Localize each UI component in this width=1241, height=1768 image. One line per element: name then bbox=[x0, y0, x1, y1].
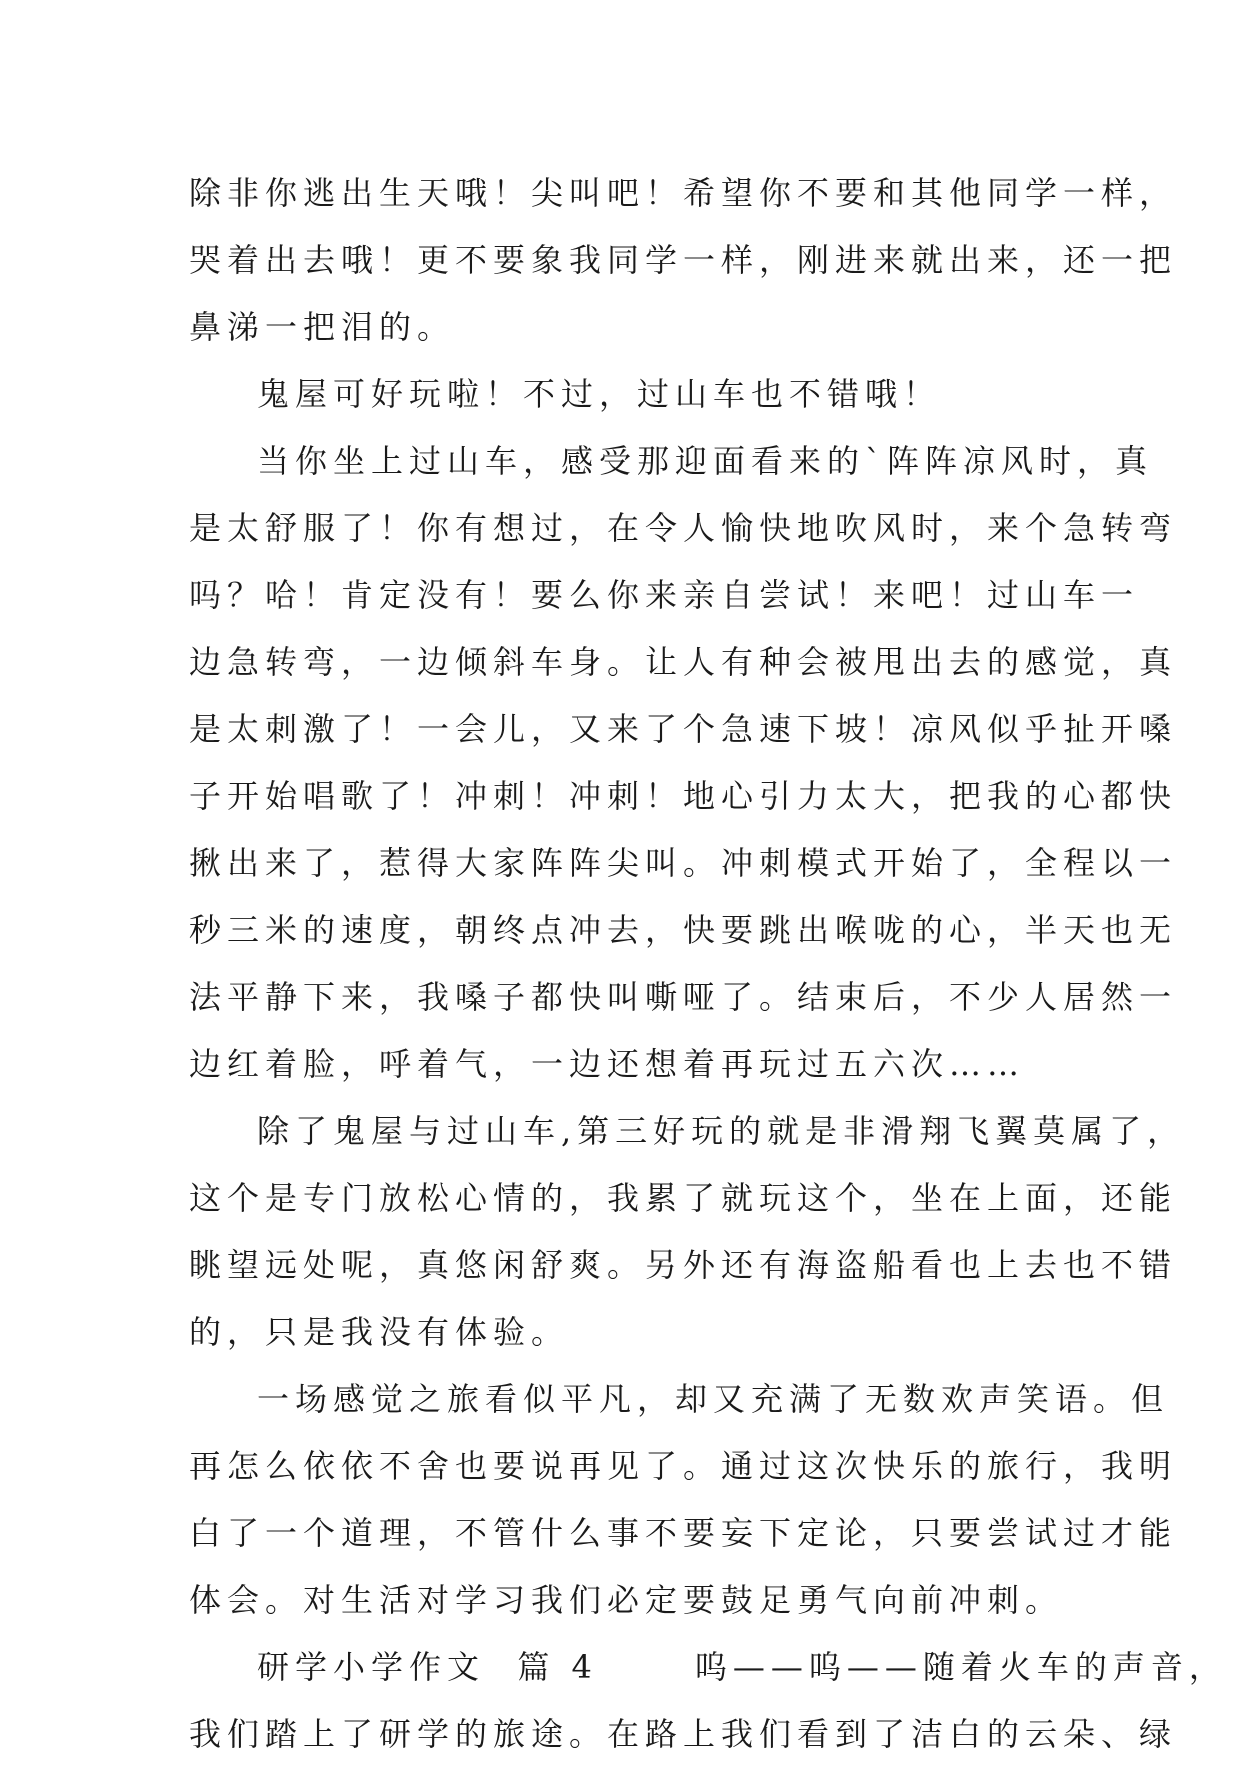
text-line-21: 白了一个道理，不管什么事不要妄下定论，只要尝试过才能 bbox=[189, 1514, 1178, 1552]
text-line-12: 秒三米的速度，朝终点冲去，快要跳出喉咙的心，半天也无 bbox=[189, 911, 1178, 949]
text-line-15: 除了鬼屋与过山车,第三好玩的就是非滑翔飞翼莫属了， bbox=[257, 1112, 1186, 1150]
text-line-9: 是太刺激了！一会儿，又来了个急速下坡！凉风似乎扯开嗓 bbox=[189, 710, 1178, 748]
text-line-8: 边急转弯，一边倾斜车身。让人有种会被甩出去的感觉，真 bbox=[189, 643, 1178, 681]
text-line-5: 当你坐上过山车，感受那迎面看来的`阵阵凉风时，真 bbox=[257, 442, 1154, 480]
text-line-7: 吗？哈！肯定没有！要么你来亲自尝试！来吧！过山车一 bbox=[189, 576, 1140, 614]
text-line-23: 研学小学作文 篇 4 呜——呜——随着火车的声音， bbox=[257, 1648, 1227, 1686]
text-line-24: 我们踏上了研学的旅途。在路上我们看到了洁白的云朵、绿 bbox=[189, 1715, 1178, 1753]
text-line-18: 的，只是我没有体验。 bbox=[189, 1313, 570, 1351]
text-line-17: 眺望远处呢，真悠闲舒爽。另外还有海盗船看也上去也不错 bbox=[189, 1246, 1178, 1284]
text-line-22: 体会。对生活对学习我们必定要鼓足勇气向前冲刺。 bbox=[189, 1581, 1064, 1619]
text-line-20: 再怎么依依不舍也要说再见了。通过这次快乐的旅行，我明 bbox=[189, 1447, 1178, 1485]
body-text bbox=[189, 160, 1227, 1768]
text-line-6: 是太舒服了！你有想过，在令人愉快地吹风时，来个急转弯 bbox=[189, 509, 1178, 547]
text-line-14: 边红着脸，呼着气，一边还想着再玩过五六次…… bbox=[189, 1045, 1026, 1083]
text-line-1: 除非你逃出生天哦！尖叫吧！希望你不要和其他同学一样， bbox=[189, 174, 1178, 212]
text-line-4: 鬼屋可好玩啦！不过，过山车也不错哦！ bbox=[257, 375, 942, 413]
text-line-10: 子开始唱歌了！冲刺！冲刺！地心引力太大，把我的心都快 bbox=[189, 777, 1178, 815]
text-line-11: 揪出来了，惹得大家阵阵尖叫。冲刺模式开始了，全程以一 bbox=[189, 844, 1178, 882]
text-line-19: 一场感觉之旅看似平凡，却又充满了无数欢声笑语。但 bbox=[257, 1380, 1170, 1418]
text-line-13: 法平静下来，我嗓子都快叫嘶哑了。结束后，不少人居然一 bbox=[189, 978, 1178, 1016]
text-line-2: 哭着出去哦！更不要象我同学一样，刚进来就出来，还一把 bbox=[189, 241, 1178, 279]
text-line-3: 鼻涕一把泪的。 bbox=[189, 308, 456, 346]
text-line-16: 这个是专门放松心情的，我累了就玩这个，坐在上面，还能 bbox=[189, 1179, 1178, 1217]
